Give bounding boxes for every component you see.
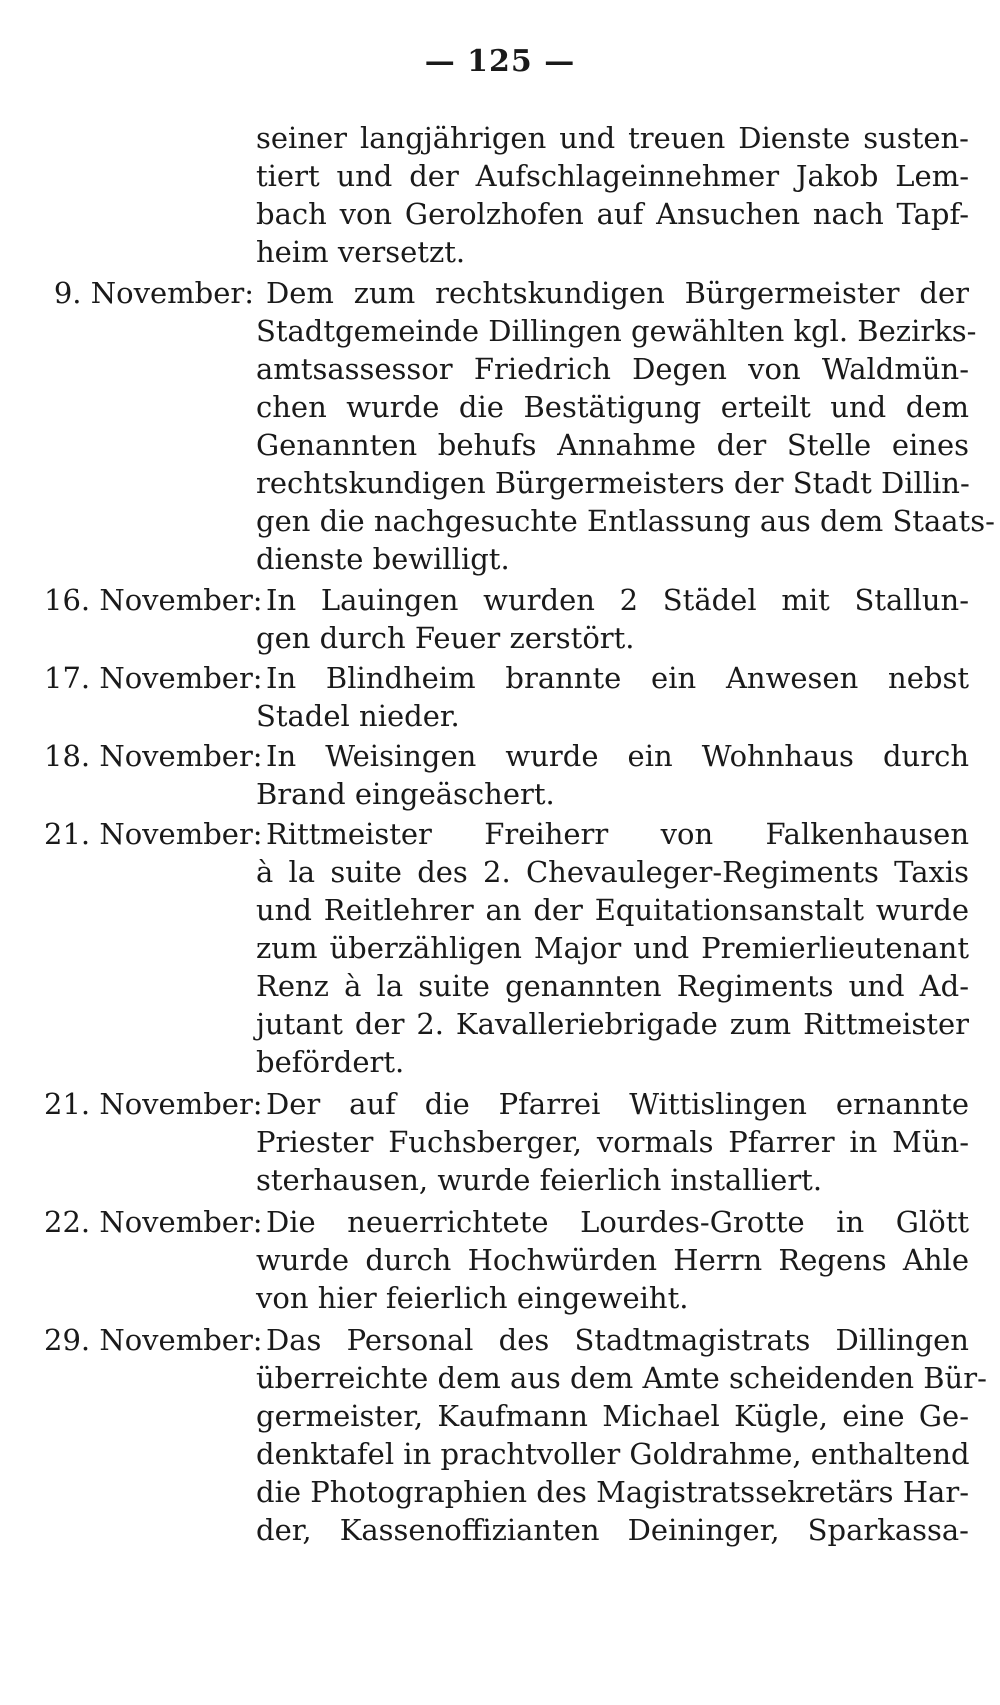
text-line: sterhausen, wurde feierlich installiert. bbox=[256, 1163, 823, 1197]
text-line: wurde durch Hochwürden Herrn Regens Ahle bbox=[256, 1243, 969, 1277]
entry-date: 17. November: bbox=[44, 661, 263, 695]
entry-date: 21. November: bbox=[44, 1087, 263, 1121]
entry-first-line bbox=[44, 658, 969, 698]
entry-first-line bbox=[44, 1084, 969, 1124]
text-line: gen die nachgesuchte Entlassung aus dem Staats- bbox=[256, 504, 995, 538]
text-line: gen durch Feuer zerstört. bbox=[256, 621, 635, 655]
text-line: heim versetzt. bbox=[256, 235, 466, 269]
text-line: der, Kassenoffizianten Deininger, Sparkassa- bbox=[256, 1513, 969, 1547]
entry-date: 16. November: bbox=[44, 583, 263, 617]
text-line: chen wurde die Bestätigung erteilt und dem bbox=[256, 390, 969, 424]
text-line: Priester Fuchsberger, vormals Pfarrer in Mün- bbox=[256, 1125, 969, 1159]
entry-date: 22. November: bbox=[44, 1205, 263, 1239]
text-line: Der auf die Pfarrei Wittislingen ernannte bbox=[266, 1087, 969, 1121]
page-number: — 125 — bbox=[424, 44, 576, 79]
entry-date: 21. November: bbox=[44, 817, 263, 851]
text-line: In Blindheim brannte ein Anwesen nebst bbox=[266, 661, 969, 695]
text-line: und Reitlehrer an der Equitationsanstalt wurde bbox=[256, 893, 969, 927]
text-line: Genannten behufs Annahme der Stelle eines bbox=[256, 428, 969, 462]
text-line: Die neuerrichtete Lourdes-Grotte in Glött bbox=[266, 1205, 969, 1239]
entry-first-line bbox=[44, 736, 969, 776]
text-line: amtsassessor Friedrich Degen von Waldmün- bbox=[256, 352, 969, 386]
text-line: jutant der 2. Kavalleriebrigade zum Rittmeister bbox=[256, 1007, 969, 1041]
entry-date: 29. November: bbox=[44, 1323, 263, 1357]
text-line: germeister, Kaufmann Michael Kügle, eine Ge- bbox=[256, 1399, 969, 1433]
text-line: tiert und der Aufschlageinnehmer Jakob Lem- bbox=[256, 159, 969, 193]
text-line: Stadel nieder. bbox=[256, 699, 460, 733]
text-line: Rittmeister Freiherr von Falkenhausen bbox=[266, 817, 969, 851]
text-line: Stadtgemeinde Dillingen gewählten kgl. Bezirks- bbox=[256, 314, 977, 348]
text-line: Das Personal des Stadtmagistrats Dillingen bbox=[266, 1323, 969, 1357]
text-line: seiner langjährigen und treuen Dienste susten- bbox=[256, 121, 969, 155]
text-line: Brand eingeäschert. bbox=[256, 777, 555, 811]
text-line: rechtskundigen Bürgermeisters der Stadt Dillin- bbox=[256, 466, 970, 500]
text-line: denktafel in prachtvoller Goldrahme, enthaltend bbox=[256, 1437, 970, 1471]
entry-first-line bbox=[44, 814, 969, 854]
text-line: Dem zum rechtskundigen Bürgermeister der bbox=[266, 276, 969, 310]
entry-date: 9. November: bbox=[53, 276, 254, 310]
text-line: bach von Gerolzhofen auf Ansuchen nach Tapf- bbox=[256, 197, 969, 231]
text-line: von hier feierlich eingeweiht. bbox=[256, 1281, 689, 1315]
text-line: Renz à la suite genannten Regiments und Ad- bbox=[256, 969, 969, 1003]
entry-first-line bbox=[44, 1202, 969, 1242]
text-line: dienste bewilligt. bbox=[256, 542, 510, 576]
text-line: befördert. bbox=[256, 1045, 405, 1079]
text-line: überreichte dem aus dem Amte scheidenden Bür- bbox=[256, 1361, 987, 1395]
text-line: die Photographien des Magistratssekretärs Har- bbox=[256, 1475, 969, 1509]
text-line: In Weisingen wurde ein Wohnhaus durch bbox=[266, 739, 969, 773]
entry-first-line bbox=[44, 1320, 969, 1360]
entry-first-line bbox=[44, 580, 969, 620]
text-line: In Lauingen wurden 2 Städel mit Stallun- bbox=[266, 583, 969, 617]
entry-first-line bbox=[44, 273, 969, 313]
text-line: à la suite des 2. Chevauleger-Regiments Taxis bbox=[256, 855, 969, 889]
text-line: zum überzähligen Major und Premierlieutenant bbox=[256, 931, 969, 965]
entry-date: 18. November: bbox=[44, 739, 263, 773]
